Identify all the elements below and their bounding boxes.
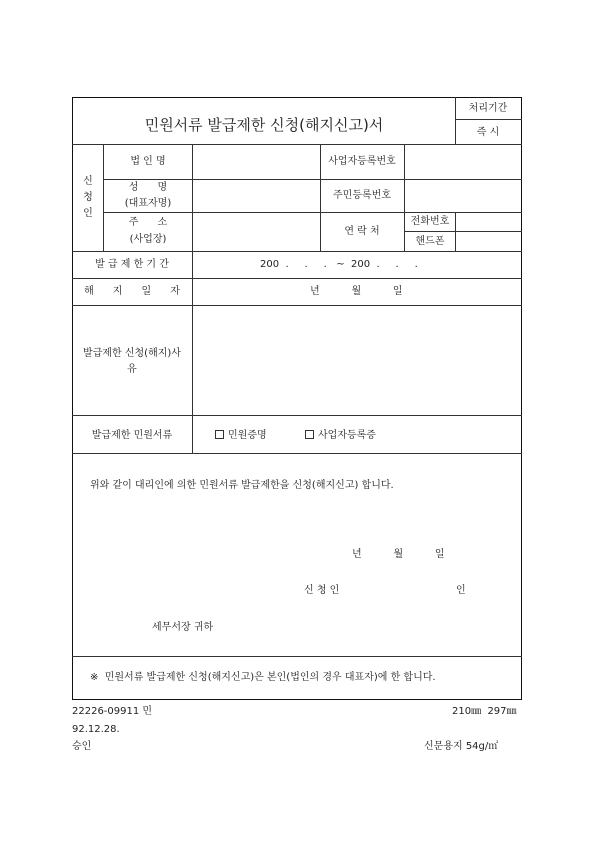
corp-name-label: 법 인 명 — [130, 156, 166, 167]
reason-label-cont: 유 — [127, 364, 137, 375]
rule — [72, 305, 522, 306]
applicant-sign-label: 신 청 인 — [304, 585, 340, 596]
rule — [72, 278, 522, 279]
rule — [103, 179, 522, 180]
rule — [404, 231, 522, 232]
rule — [192, 144, 193, 453]
rule — [72, 415, 522, 416]
applicant-group-label: 신 청 인 — [83, 176, 93, 219]
address-field[interactable] — [194, 214, 318, 249]
restricted-docs-label: 발급제한 민원서류 — [91, 430, 173, 441]
rule — [404, 144, 405, 251]
rep-name-label: (대표자명) — [124, 198, 172, 209]
processing-period-value: 즉 시 — [476, 127, 500, 138]
checkbox-icon[interactable] — [305, 430, 314, 439]
rule — [455, 119, 522, 120]
rule — [103, 212, 522, 213]
corp-name-field[interactable] — [194, 146, 318, 177]
phone-label: 전화번호 — [410, 216, 450, 227]
rule — [72, 453, 522, 454]
rule — [455, 212, 456, 251]
sign-date[interactable]: 년 월 일 — [352, 549, 445, 560]
name-label: 성 명 — [128, 182, 168, 193]
reason-label: 발급제한 신청(해지)사 — [83, 348, 181, 359]
processing-period-label: 처리기간 — [468, 103, 508, 114]
option-civil-cert[interactable] — [215, 430, 267, 442]
note-text: ※ 민원서류 발급제한 신청(해지신고)은 본인(법인의 경우 대표자)에 한 합니다. — [90, 672, 436, 683]
restrict-period-value[interactable]: 200 . . . ~ 200 . . . — [260, 259, 418, 270]
contact-label: 연 락 처 — [344, 226, 380, 237]
resident-no-label: 주민등록번호 — [333, 190, 391, 201]
form-title: 민원서류 발급제한 신청(해지신고)서 — [144, 116, 384, 134]
mobile-label: 핸드폰 — [415, 236, 445, 247]
option-civil-cert-label: 민원증명 — [228, 430, 267, 441]
workplace-label: (사업장) — [129, 234, 167, 245]
paper-type: 신문용지 54g/㎡ — [424, 741, 499, 752]
cancel-date-label: 해 지 일 자 — [84, 286, 180, 297]
option-biz-reg-cert-label: 사업자등록증 — [318, 430, 376, 441]
statement-text: 위와 같이 대리인에 의한 민원서류 발급제한을 신청(해지신고) 합니다. — [90, 480, 394, 491]
phone-field[interactable] — [457, 214, 520, 230]
rule — [320, 144, 321, 251]
name-field[interactable] — [194, 181, 318, 210]
rule — [103, 144, 104, 251]
rule — [72, 656, 522, 657]
rule — [455, 97, 456, 144]
reason-field[interactable] — [194, 307, 520, 413]
rule — [72, 144, 522, 145]
addressee: 세무서장 귀하 — [152, 622, 214, 633]
form-number: 22226-09911 민 — [72, 706, 153, 717]
rule — [72, 251, 522, 252]
mobile-field[interactable] — [457, 233, 520, 250]
approval-label: 승인 — [72, 741, 92, 752]
approval-date: 92.12.28. — [72, 724, 120, 735]
biz-reg-no-label: 사업자등록번호 — [328, 156, 396, 167]
option-biz-reg-cert[interactable] — [305, 430, 376, 442]
seal-label: 인 — [456, 585, 466, 596]
cancel-date-value[interactable]: 년 월 일 — [310, 286, 403, 297]
address-label: 주 소 — [128, 217, 168, 228]
checkbox-icon[interactable] — [215, 430, 224, 439]
restrict-period-label: 발 급 제 한 기 간 — [95, 259, 169, 270]
resident-no-field[interactable] — [406, 181, 520, 210]
biz-reg-no-field[interactable] — [406, 146, 520, 177]
paper-size: 210㎜ 297㎜ — [452, 706, 517, 717]
